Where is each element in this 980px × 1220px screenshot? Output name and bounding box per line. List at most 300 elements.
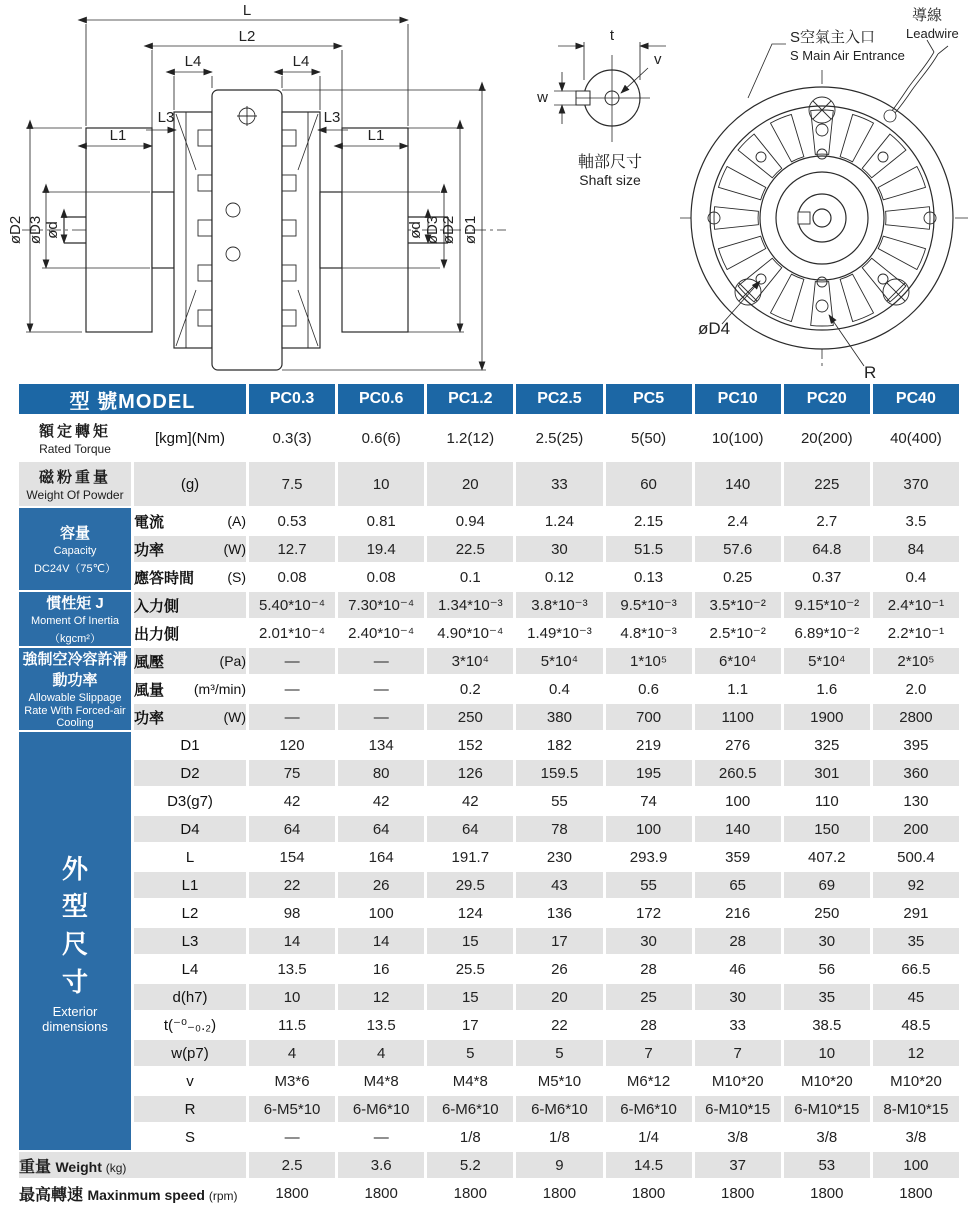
table-cell: 0.53 xyxy=(277,512,307,530)
table-cell: 17 xyxy=(461,1016,479,1034)
table-cell: 325 xyxy=(814,736,840,754)
table-row xyxy=(19,1012,959,1038)
table-cell: 6-M6*10 xyxy=(606,1096,692,1122)
table-cell: 65 xyxy=(695,872,781,898)
table-cell: — xyxy=(249,648,335,674)
table-cell: 700 xyxy=(606,704,692,730)
table-cell: 0.1 xyxy=(459,568,481,586)
table-cell: M10*20 xyxy=(800,1072,853,1090)
table-cell: 4.90*10⁻⁴ xyxy=(437,625,504,642)
table-cell: 66.5 xyxy=(901,960,931,978)
table-cell: 1/4 xyxy=(638,1128,659,1146)
table-cell: 395 xyxy=(903,736,929,754)
table-cell: M10*20 xyxy=(711,1072,764,1090)
table-row xyxy=(19,620,959,646)
row-sub-label: 入力側 xyxy=(134,592,246,618)
table-cell: 20(200) xyxy=(800,429,853,447)
table-cell: 29.5 xyxy=(427,872,513,898)
table-cell: 3/8 xyxy=(905,1128,927,1146)
spec-table-body xyxy=(19,416,959,1206)
row-sub-label: v xyxy=(186,1072,194,1090)
table-cell: 100 xyxy=(368,904,394,922)
table-cell: 7.5 xyxy=(249,462,335,506)
row-sub-label: L3 xyxy=(134,928,246,954)
table-cell: 136 xyxy=(546,904,572,922)
table-row xyxy=(19,416,959,460)
row-sub-label: D3(g7) xyxy=(167,792,213,810)
table-row xyxy=(19,872,959,898)
dim-label-L1: L1 xyxy=(367,127,385,144)
table-row xyxy=(19,1124,959,1150)
air-entrance-label-zh: S空氣主入口 xyxy=(790,29,876,46)
table-cell: 1/8 xyxy=(459,1128,481,1146)
table-cell: 25 xyxy=(606,984,692,1010)
table-cell: 360 xyxy=(873,760,959,786)
table-cell: 4.8*10⁻³ xyxy=(620,625,677,642)
column-header-pc25: PC2.5 xyxy=(516,384,602,414)
technical-drawings xyxy=(0,0,980,382)
table-cell: 14 xyxy=(249,928,335,954)
table-cell: 20 xyxy=(516,984,602,1010)
table-row xyxy=(19,536,959,562)
table-cell: 260.5 xyxy=(695,760,781,786)
table-cell: 225 xyxy=(784,462,870,506)
table-cell: 1800 xyxy=(542,1184,577,1202)
row-sub-label: 風壓 (Pa) xyxy=(134,648,246,674)
table-cell: 407.2 xyxy=(808,848,846,866)
table-cell: 110 xyxy=(814,792,839,810)
table-cell: — xyxy=(249,704,335,730)
dim-label-D1: øD1 xyxy=(462,215,479,245)
table-cell: 182 xyxy=(546,736,572,754)
table-cell: 172 xyxy=(636,904,662,922)
row-sub-label: 電流 (A) xyxy=(134,513,246,531)
table-cell: 26 xyxy=(551,960,568,978)
table-row xyxy=(19,704,959,730)
table-cell: 0.37 xyxy=(812,568,842,586)
dim-label-L4: L4 xyxy=(292,53,310,70)
table-cell: 6*10⁴ xyxy=(695,648,781,674)
dim-label-v: v xyxy=(654,51,662,68)
table-cell: 75 xyxy=(249,760,335,786)
table-cell: 28 xyxy=(640,960,657,978)
table-row xyxy=(19,844,959,870)
table-cell: 30 xyxy=(516,536,602,562)
table-cell: 9.15*10⁻² xyxy=(784,592,870,618)
table-cell: — xyxy=(338,704,424,730)
dim-label-d: ød xyxy=(407,221,424,239)
leadwire-label-en: Leadwire xyxy=(906,26,959,41)
table-cell: 42 xyxy=(461,792,479,810)
table-cell: 42 xyxy=(283,792,301,810)
table-row xyxy=(19,788,959,814)
table-cell: 3.5 xyxy=(905,512,927,530)
dim-label-D2: øD2 xyxy=(7,215,24,245)
table-row xyxy=(19,900,959,926)
table-cell: 1800 xyxy=(364,1184,398,1202)
dim-label-D2: øD2 xyxy=(440,215,457,245)
table-cell: 5 xyxy=(427,1040,513,1066)
table-cell: — xyxy=(373,680,389,698)
table-cell: 1900 xyxy=(784,704,870,730)
table-cell: 19.4 xyxy=(338,536,424,562)
table-cell: 216 xyxy=(725,904,751,922)
table-cell: 0.4 xyxy=(549,680,570,698)
shaft-detail-drawing xyxy=(554,42,666,142)
dim-label-t: t xyxy=(609,27,615,44)
table-cell: 0.81 xyxy=(366,512,396,530)
table-cell: 15 xyxy=(427,928,513,954)
table-cell: 64 xyxy=(338,816,424,842)
table-cell: 6-M6*10 xyxy=(427,1096,513,1122)
row-group-label: 最高轉速 Maxinmum speed (rpm) xyxy=(19,1186,238,1204)
table-cell: 359 xyxy=(725,848,751,866)
table-cell: 33 xyxy=(516,462,602,506)
table-cell: 10 xyxy=(784,1040,870,1066)
table-cell: 15 xyxy=(427,984,513,1010)
table-cell: 35 xyxy=(873,928,959,954)
table-cell: 1800 xyxy=(453,1184,487,1202)
table-cell: 0.94 xyxy=(455,512,485,530)
table-cell: 1.6 xyxy=(816,680,838,698)
table-cell: 9 xyxy=(516,1152,602,1178)
table-cell: 4 xyxy=(249,1040,335,1066)
table-cell: 152 xyxy=(457,736,483,754)
table-cell: 3/8 xyxy=(816,1128,838,1146)
table-cell: 2.5 xyxy=(249,1152,335,1178)
table-cell: M6*12 xyxy=(626,1072,671,1090)
row-group-label: 慣性矩 J Moment Of Inertia （kgcm²） xyxy=(19,592,131,646)
table-cell: 5*10⁴ xyxy=(784,648,870,674)
table-cell: 140 xyxy=(695,462,781,506)
table-cell: — xyxy=(338,648,424,674)
table-cell: 5.2 xyxy=(427,1152,513,1178)
table-cell: 16 xyxy=(372,960,390,978)
table-cell: 500.4 xyxy=(897,848,935,866)
table-cell: 5(50) xyxy=(631,429,667,447)
table-cell: 5.40*10⁻⁴ xyxy=(249,592,335,618)
row-group-label: 額定轉矩 Rated Torque xyxy=(38,423,111,456)
table-cell: — xyxy=(284,680,300,698)
table-cell: 100 xyxy=(606,816,692,842)
table-cell: 84 xyxy=(873,536,959,562)
table-cell: 14 xyxy=(338,928,424,954)
table-row xyxy=(19,462,959,506)
table-row xyxy=(19,984,959,1010)
table-cell: 14.5 xyxy=(606,1152,692,1178)
dim-label-L4: L4 xyxy=(184,53,202,70)
table-cell: 53 xyxy=(784,1152,870,1178)
row-group-label: 強制空冷容許滑動功率 Allowable Slippage Rate With Forced-air Cooling xyxy=(19,648,131,730)
table-cell: 1.34*10⁻³ xyxy=(427,592,513,618)
table-cell: 12.7 xyxy=(249,536,335,562)
row-group-label: 容量 Capacity DC24V（75℃） xyxy=(19,508,131,590)
row-sub-label: [kgm](Nm) xyxy=(155,429,225,447)
table-cell: 2.5*10⁻² xyxy=(709,625,766,642)
dim-label-D3: øD3 xyxy=(424,215,441,245)
table-cell: 1800 xyxy=(810,1184,844,1202)
table-cell: 2.4 xyxy=(727,512,749,530)
table-cell: 3.8*10⁻³ xyxy=(516,592,602,618)
table-cell: 38.5 xyxy=(812,1016,842,1034)
column-header-pc40: PC40 xyxy=(873,384,959,414)
table-cell: 380 xyxy=(516,704,602,730)
table-cell: 22.5 xyxy=(427,536,513,562)
table-cell: 5 xyxy=(516,1040,602,1066)
table-cell: M4*8 xyxy=(363,1072,399,1090)
table-cell: 30 xyxy=(784,928,870,954)
table-cell: 3/8 xyxy=(727,1128,749,1146)
row-sub-label: 風量 (m³/min) xyxy=(134,681,246,699)
column-header-pc06: PC0.6 xyxy=(338,384,424,414)
table-cell: 0.08 xyxy=(277,568,307,586)
dim-label-L3: L3 xyxy=(323,109,341,126)
table-cell: 4 xyxy=(338,1040,424,1066)
table-row xyxy=(19,592,959,618)
table-cell: 69 xyxy=(784,872,870,898)
column-header-pc03: PC0.3 xyxy=(249,384,335,414)
air-entrance-label-en: S Main Air Entrance xyxy=(790,48,905,63)
table-cell: 7 xyxy=(695,1040,781,1066)
leadwire-label-zh: 導線 xyxy=(912,7,943,24)
row-sub-label: (g) xyxy=(134,462,246,506)
row-sub-label: L xyxy=(185,848,195,866)
table-row xyxy=(19,732,959,758)
table-cell: 22 xyxy=(551,1016,568,1034)
table-cell: 2800 xyxy=(873,704,959,730)
table-cell: 6-M5*10 xyxy=(249,1096,335,1122)
table-header-row xyxy=(19,384,959,414)
table-cell: 46 xyxy=(729,960,747,978)
side-view-drawing xyxy=(22,20,506,370)
table-cell: M5*10 xyxy=(537,1072,582,1090)
table-cell: 13.5 xyxy=(366,1016,396,1034)
shaft-caption-zh: 軸部尺寸 xyxy=(577,154,643,171)
dim-label-w: w xyxy=(537,89,548,106)
table-cell: 0.25 xyxy=(723,568,753,586)
table-cell: 74 xyxy=(640,792,657,810)
table-cell: 1800 xyxy=(899,1184,933,1202)
table-cell: 3.5*10⁻² xyxy=(695,592,781,618)
table-cell: 48.5 xyxy=(901,1016,931,1034)
table-cell: 45 xyxy=(873,984,959,1010)
table-cell: 20 xyxy=(427,462,513,506)
table-cell: 3.6 xyxy=(338,1152,424,1178)
table-cell: 276 xyxy=(725,736,751,754)
table-cell: 2*10⁵ xyxy=(873,648,959,674)
spec-table xyxy=(16,382,962,1208)
table-cell: 35 xyxy=(784,984,870,1010)
row-sub-label: 功率 (W) xyxy=(134,536,246,562)
column-header-pc10: PC10 xyxy=(695,384,781,414)
row-sub-label: L4 xyxy=(181,960,199,978)
table-row xyxy=(19,1152,959,1178)
table-cell: 164 xyxy=(368,848,394,866)
table-cell: 64.8 xyxy=(784,536,870,562)
table-cell: 1800 xyxy=(631,1184,666,1202)
table-cell: 37 xyxy=(695,1152,781,1178)
table-cell: 25.5 xyxy=(455,960,485,978)
table-cell: 0.2 xyxy=(459,680,481,698)
table-cell: 2.7 xyxy=(816,512,838,530)
table-cell: 12 xyxy=(338,984,424,1010)
table-cell: 124 xyxy=(457,904,483,922)
table-cell: 250 xyxy=(427,704,513,730)
row-sub-label: D4 xyxy=(134,816,246,842)
row-sub-label: D1 xyxy=(180,736,200,754)
air-entrance-leader xyxy=(748,44,786,98)
table-cell: 55 xyxy=(551,792,568,810)
table-row xyxy=(19,816,959,842)
table-cell: 6-M10*15 xyxy=(784,1096,870,1122)
row-sub-label: 功率 (W) xyxy=(134,704,246,730)
table-cell: 2.40*10⁻⁴ xyxy=(348,625,415,642)
table-cell: 6-M10*15 xyxy=(695,1096,781,1122)
table-cell: — xyxy=(284,1128,300,1146)
table-row xyxy=(19,508,959,534)
table-cell: 7 xyxy=(606,1040,692,1066)
table-cell: 301 xyxy=(784,760,870,786)
table-cell: 22 xyxy=(249,872,335,898)
dim-label-L2: L2 xyxy=(238,28,256,45)
table-cell: 92 xyxy=(873,872,959,898)
dim-label-D4: øD4 xyxy=(698,319,731,338)
table-cell: 42 xyxy=(372,792,390,810)
table-cell: 154 xyxy=(279,848,305,866)
row-sub-label: w(p7) xyxy=(134,1040,246,1066)
table-cell: 6.89*10⁻² xyxy=(794,625,860,642)
table-cell: 293.9 xyxy=(629,848,668,866)
table-cell: 140 xyxy=(695,816,781,842)
table-cell: 64 xyxy=(427,816,513,842)
table-cell: 28 xyxy=(640,1016,657,1034)
row-group-label: 磁粉重量 Weight Of Powder xyxy=(19,462,131,506)
table-cell: 250 xyxy=(814,904,840,922)
table-cell: 195 xyxy=(606,760,692,786)
column-header-pc5: PC5 xyxy=(606,384,692,414)
table-row xyxy=(19,760,959,786)
table-cell: 17 xyxy=(516,928,602,954)
table-cell: 200 xyxy=(873,816,959,842)
row-sub-label: S xyxy=(184,1128,195,1146)
row-sub-label: L1 xyxy=(134,872,246,898)
table-row xyxy=(19,1096,959,1122)
table-row xyxy=(19,564,959,590)
table-cell: 1.49*10⁻³ xyxy=(527,625,592,642)
dim-label-L: L xyxy=(242,2,252,19)
model-header: 型 號MODEL xyxy=(19,384,246,414)
table-cell: 2.5(25) xyxy=(535,429,584,447)
table-cell: M10*20 xyxy=(890,1072,942,1090)
table-cell: 0.3(3) xyxy=(272,429,312,447)
table-cell: 2.0 xyxy=(905,680,927,698)
front-view-drawing xyxy=(680,40,968,366)
table-cell: 126 xyxy=(427,760,513,786)
table-row xyxy=(19,928,959,954)
table-cell: 7.30*10⁻⁴ xyxy=(338,592,424,618)
table-cell: 3*10⁴ xyxy=(427,648,513,674)
table-cell: 2.01*10⁻⁴ xyxy=(259,625,326,642)
table-cell: M3*6 xyxy=(274,1072,310,1090)
table-cell: 26 xyxy=(338,872,424,898)
table-cell: 64 xyxy=(249,816,335,842)
table-cell: 33 xyxy=(729,1016,747,1034)
row-sub-label: R xyxy=(134,1096,246,1122)
table-cell: 1800 xyxy=(275,1184,309,1202)
table-cell: 1.2(12) xyxy=(446,429,495,447)
table-cell: 43 xyxy=(516,872,602,898)
table-cell: M4*8 xyxy=(452,1072,488,1090)
table-cell: 130 xyxy=(903,792,929,810)
dim-label-d: ød xyxy=(44,221,61,239)
table-cell: 120 xyxy=(279,736,305,754)
table-cell: 1/8 xyxy=(549,1128,570,1146)
table-cell: 230 xyxy=(546,848,572,866)
table-row xyxy=(19,676,959,702)
table-cell: 10 xyxy=(249,984,335,1010)
table-cell: 100 xyxy=(873,1152,959,1178)
table-cell: 370 xyxy=(873,462,959,506)
table-cell: 28 xyxy=(695,928,781,954)
table-cell: 13.5 xyxy=(277,960,307,978)
table-cell: 80 xyxy=(338,760,424,786)
table-row xyxy=(19,1068,959,1094)
table-cell: 150 xyxy=(784,816,870,842)
table-cell: 219 xyxy=(636,736,662,754)
table-cell: 5*10⁴ xyxy=(516,648,602,674)
row-sub-label: D2 xyxy=(134,760,246,786)
table-cell: 0.12 xyxy=(544,568,575,586)
table-row xyxy=(19,956,959,982)
table-cell: 0.08 xyxy=(366,568,396,586)
table-cell: 100 xyxy=(725,792,751,810)
table-cell: 30 xyxy=(606,928,692,954)
table-cell: 2.4*10⁻¹ xyxy=(873,592,959,618)
table-cell: 12 xyxy=(873,1040,959,1066)
column-header-pc12: PC1.2 xyxy=(427,384,513,414)
row-sub-label: t(⁻⁰₋₀.₂) xyxy=(163,1017,217,1034)
table-cell: 98 xyxy=(283,904,301,922)
table-cell: 78 xyxy=(516,816,602,842)
table-cell: 134 xyxy=(368,736,394,754)
table-cell: 1.1 xyxy=(727,680,749,698)
table-cell: 0.6(6) xyxy=(361,429,401,447)
table-cell: 1.24 xyxy=(544,512,575,530)
table-cell: 11.5 xyxy=(278,1016,307,1034)
row-sub-label: 應答時間 (S) xyxy=(134,569,246,587)
table-cell: 0.13 xyxy=(633,568,664,586)
table-row xyxy=(19,648,959,674)
table-cell: 0.6 xyxy=(638,680,659,698)
dim-label-D3: øD3 xyxy=(27,215,44,245)
table-cell: 60 xyxy=(606,462,692,506)
table-cell: 2.2*10⁻¹ xyxy=(887,625,945,642)
row-sub-label: 出力側 xyxy=(134,625,180,643)
dim-label-L3: L3 xyxy=(157,109,175,126)
table-cell: 40(400) xyxy=(890,429,942,447)
dim-label-R: R xyxy=(864,363,877,382)
dim-label-L1: L1 xyxy=(109,127,127,144)
row-group-label: 外型尺寸 Exterior dimensions xyxy=(19,732,131,1150)
column-header-pc20: PC20 xyxy=(784,384,870,414)
row-group-label: 重量 Weight (kg) xyxy=(19,1152,246,1178)
table-cell: 159.5 xyxy=(516,760,602,786)
table-cell: 191.7 xyxy=(451,848,490,866)
table-row xyxy=(19,1040,959,1066)
table-cell: 30 xyxy=(695,984,781,1010)
table-cell: 10(100) xyxy=(711,429,764,447)
row-sub-label: L2 xyxy=(181,904,199,922)
